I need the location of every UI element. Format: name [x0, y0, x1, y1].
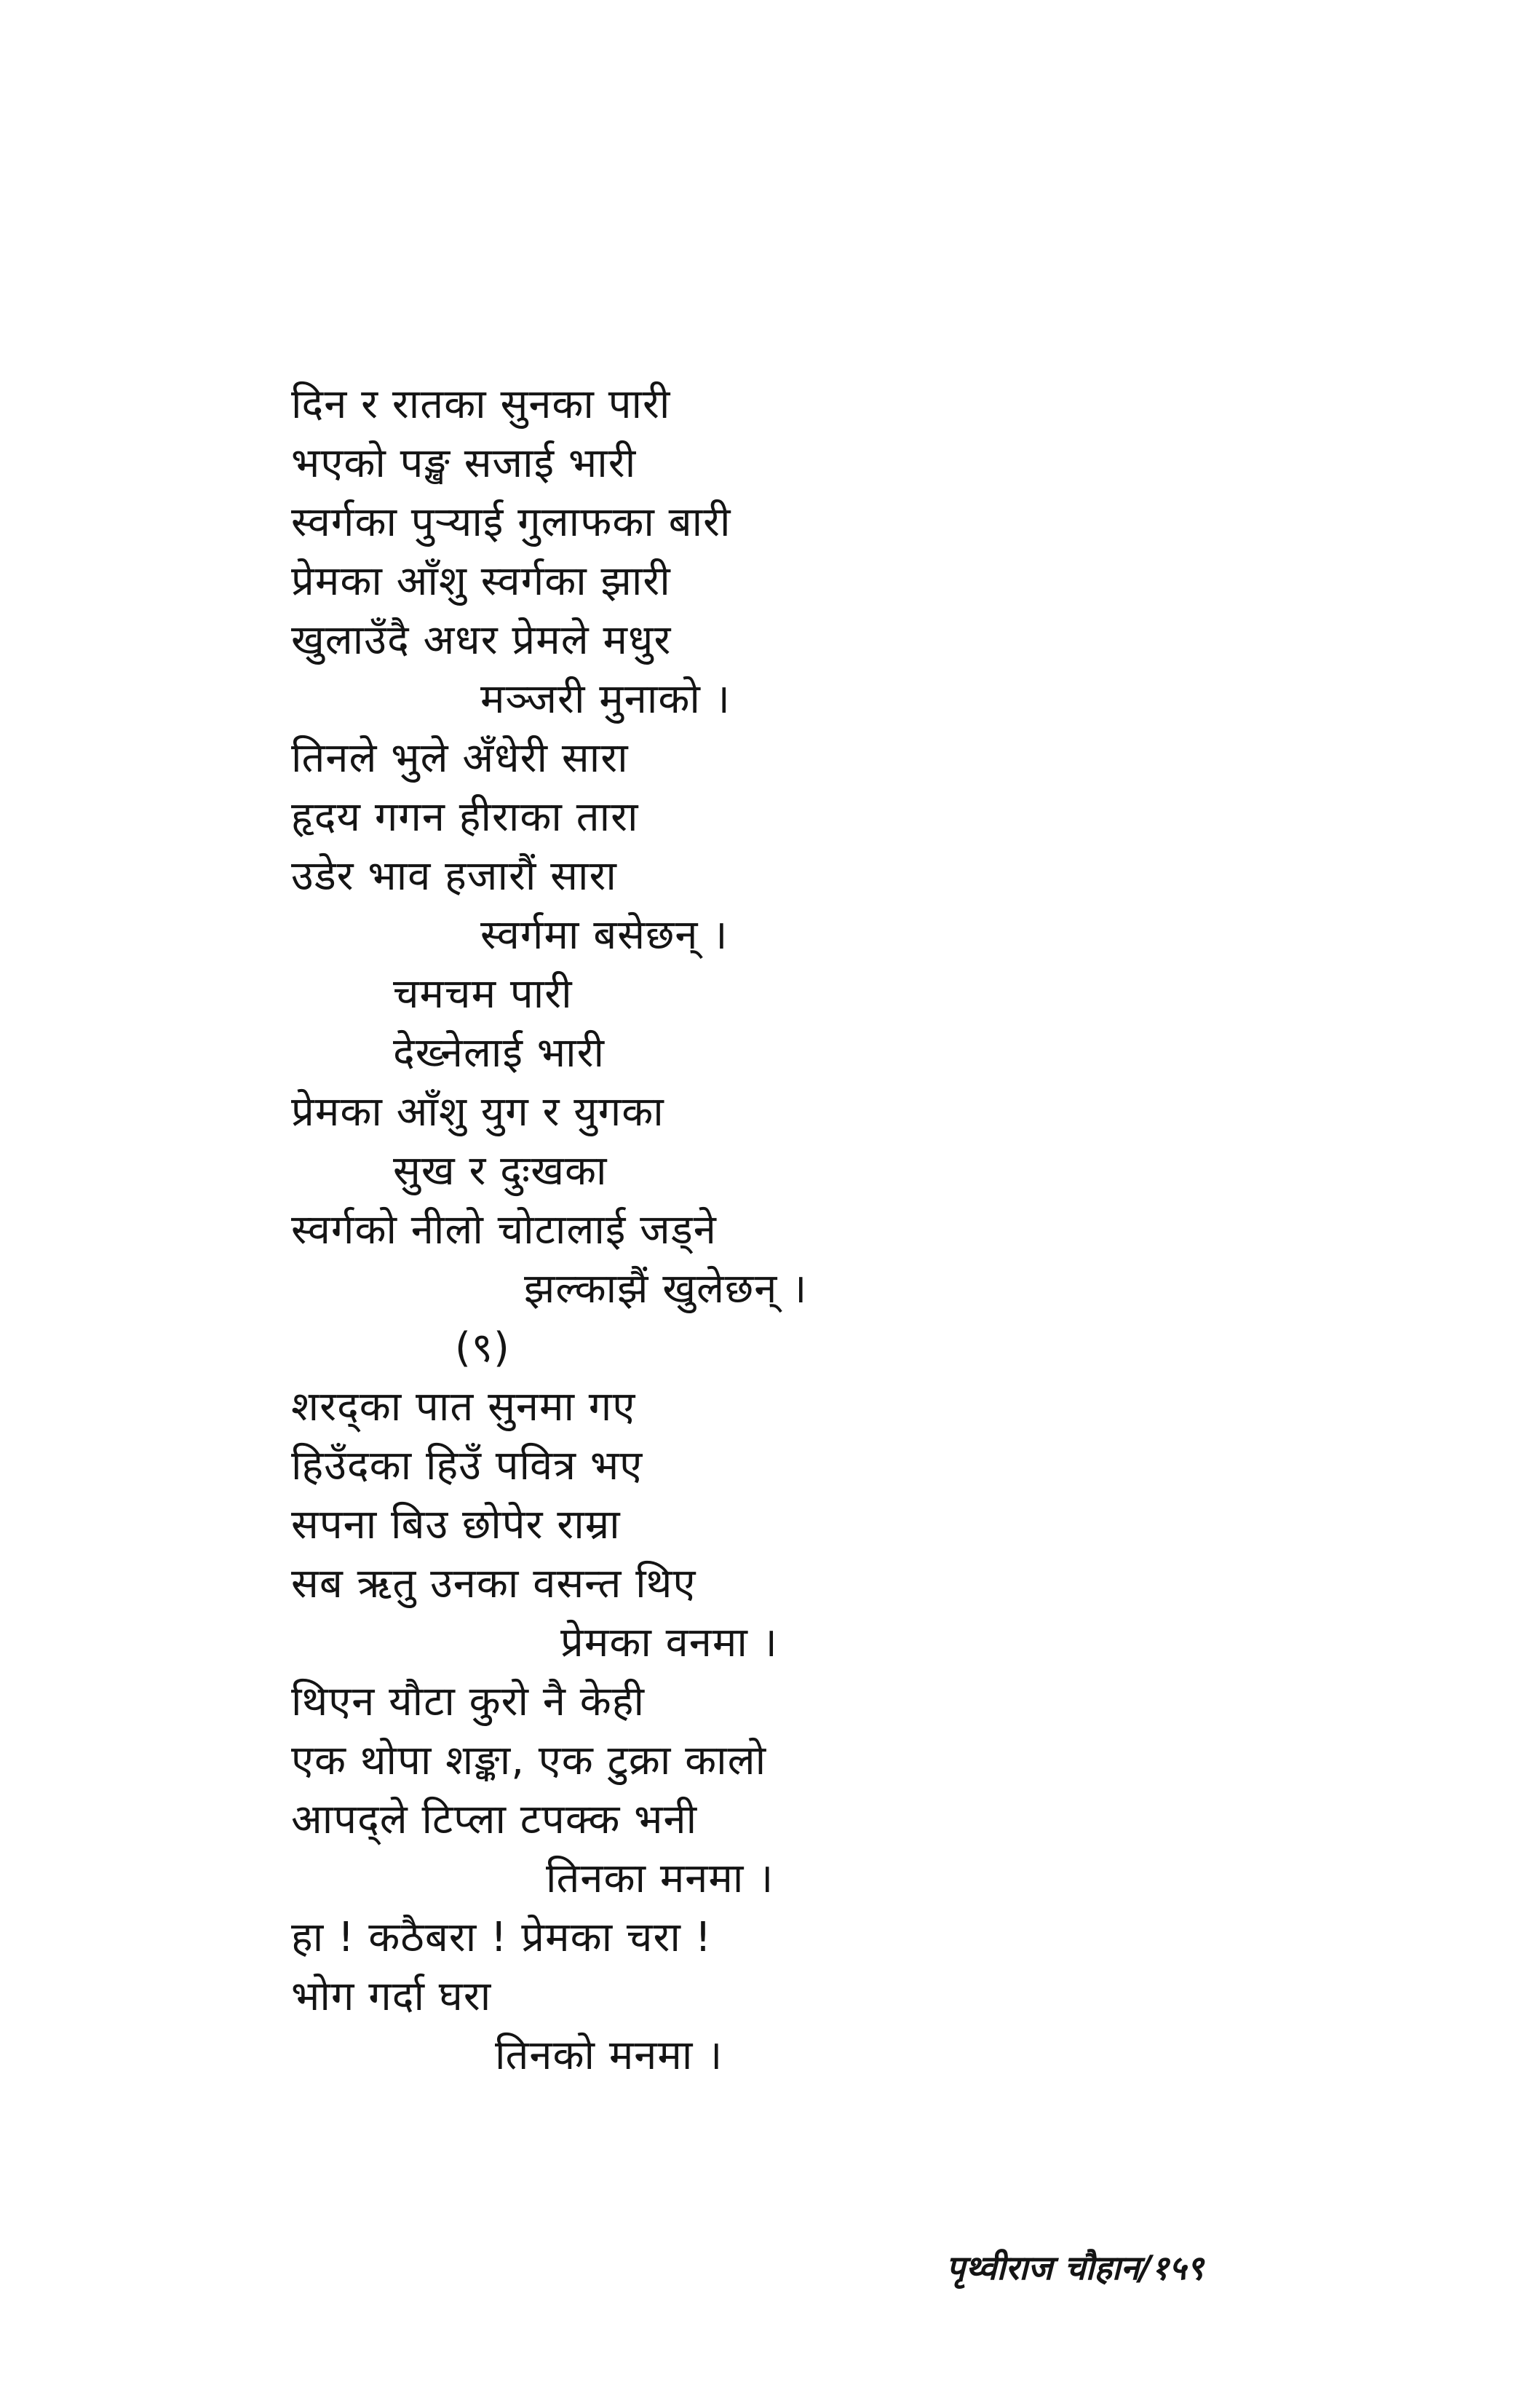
poem-line: सब ऋतु उनका वसन्त थिए [291, 1560, 696, 1607]
page-footer-running-title: पृथ्वीराज चौहान/१५९ [946, 2248, 1204, 2287]
poem-line: एक थोपा शङ्का, एक टुक्रा कालो [291, 1737, 767, 1784]
poem-line: शरद्का पात सुनमा गए [291, 1383, 636, 1431]
poem-line-indented: तिनका मनमा । [546, 1855, 774, 1902]
poem-line: प्रेमका आँशु युग र युगका [291, 1088, 664, 1136]
poem-line: स्वर्गका पुऱ्याई गुलाफका बारी [291, 499, 731, 546]
poem-line: स्वर्गको नीलो चोटालाई जड्ने [291, 1206, 717, 1254]
poem-line: सपना बिउ छोपेर राम्रा [291, 1501, 621, 1548]
section-number: (९) [455, 1324, 510, 1372]
poem-line-indented: स्वर्गमा बसेछन् । [480, 911, 729, 959]
poem-line: तिनले भुले अँधेरी सारा [291, 735, 629, 782]
poem-line: थिएन यौटा कुरो नै केही [291, 1678, 645, 1725]
poem-line-refrain: चमचम पारी [393, 970, 573, 1018]
poem-line: हृदय गगन हीराका तारा [291, 794, 639, 841]
poem-line: हिउँदका हिउँ पवित्र भए [291, 1442, 643, 1489]
poem-line-refrain: देख्नेलाई भारी [393, 1029, 606, 1077]
poem-line: खुलाउँदै अधर प्रेमले मधुर [291, 617, 672, 664]
poem-line: हा ! कठैबरा ! प्रेमका चरा ! [291, 1914, 713, 1961]
poem-line-refrain: सुख र दुःखका [393, 1147, 608, 1195]
poem-line-indented: झल्काझैं खुलेछन् । [524, 1265, 808, 1313]
poem-line: प्रेमका आँशु स्वर्गका झारी [291, 558, 671, 605]
poem-line-indented: प्रेमका वनमा । [560, 1619, 778, 1666]
poem-line: उडेर भाव हजारौं सारा [291, 852, 617, 900]
poem-line-indented: तिनको मनमा । [495, 2032, 723, 2079]
poem-line: भएको पङ्ख सजाई भारी [291, 440, 637, 487]
poem-line: आपद्ले टिप्ला टपक्क भनी [291, 1796, 698, 1843]
poem-line-indented: मञ्जरी मुनाको । [480, 676, 731, 723]
poem-line: दिन र रातका सुनका पारी [291, 381, 671, 428]
poem-line: भोग गर्दा घरा [291, 1973, 492, 2020]
